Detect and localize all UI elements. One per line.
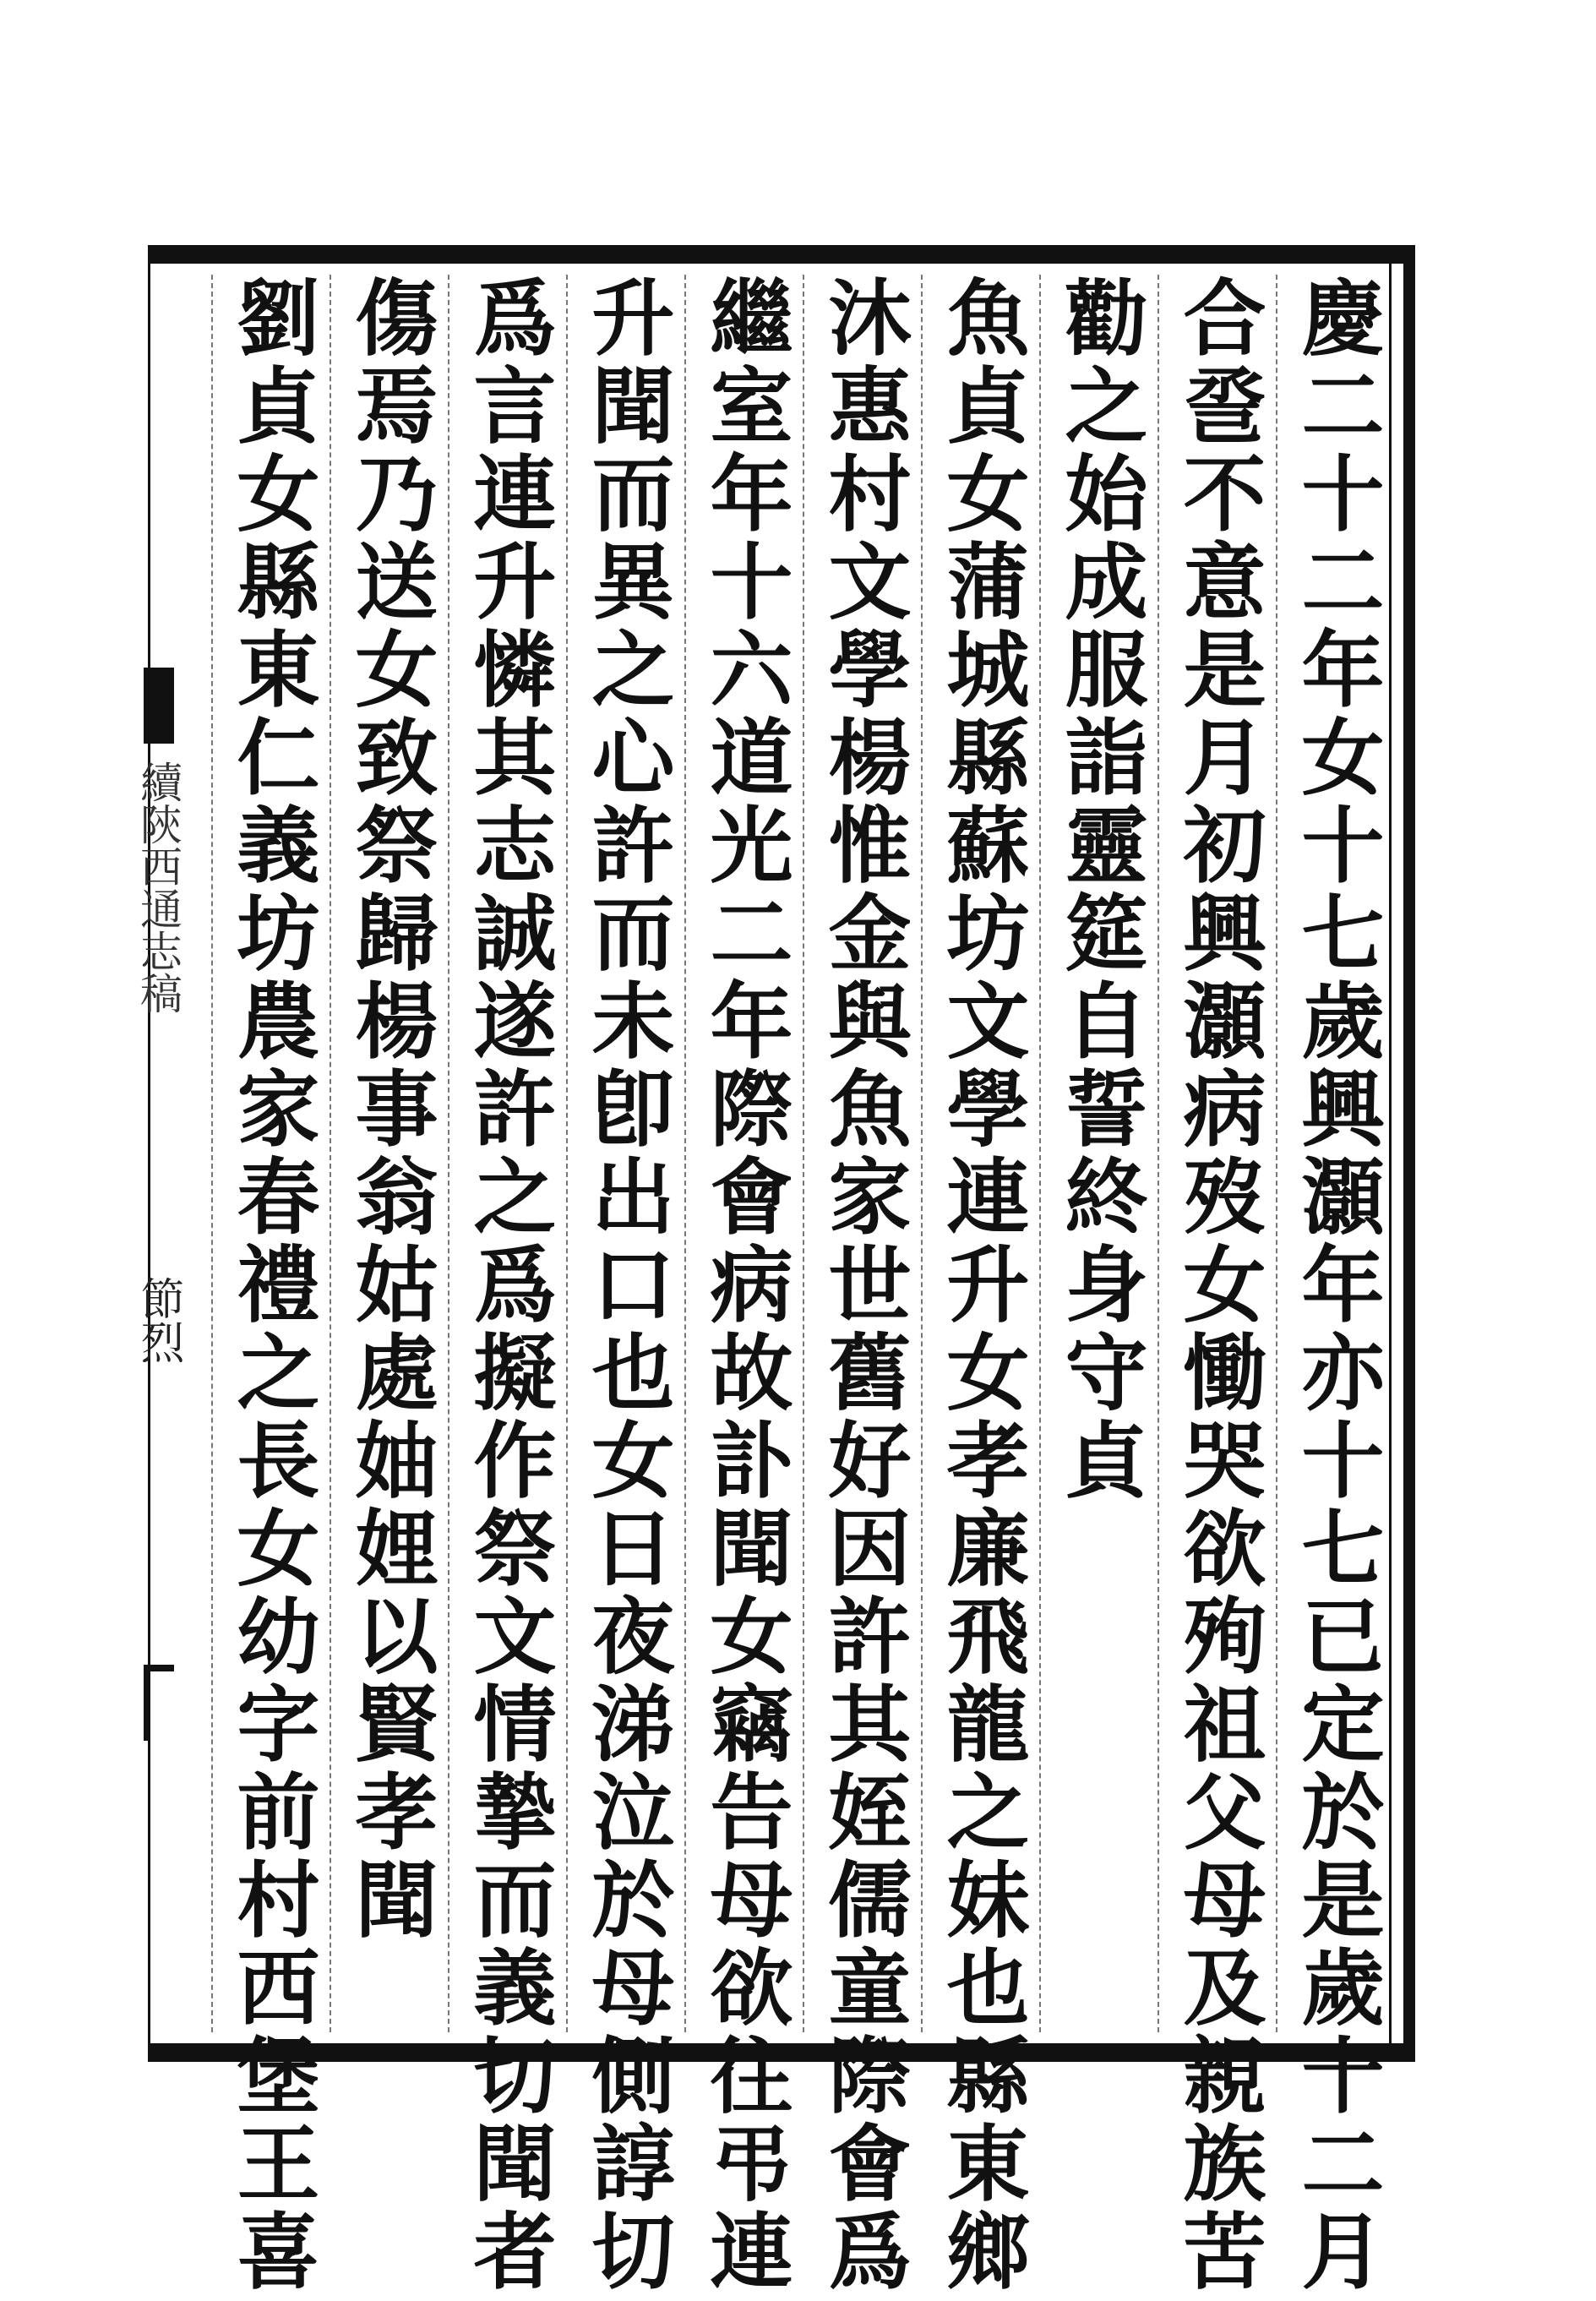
text-column — [330, 275, 448, 2032]
fold-title: 續陝西通志稿 — [133, 761, 182, 1014]
text-column — [211, 275, 330, 2296]
text-column — [921, 275, 1039, 2296]
column-text: 傷焉乃送女致祭歸楊事翁姑處妯娌以賢孝聞 — [341, 275, 438, 1944]
column-text: 繼室年十六道光二年際會病故訃聞女竊告母欲往弔連 — [696, 275, 793, 2296]
fold-mark-bar — [144, 1665, 174, 1671]
fold-strip — [127, 668, 183, 2020]
text-column — [1158, 275, 1276, 2296]
column-text: 升聞而異之心許而未卽出口也女日夜涕泣於母側諄切 — [578, 275, 675, 2296]
text-column — [803, 275, 921, 2296]
text-column — [1276, 275, 1394, 2296]
text-column — [1039, 275, 1158, 2032]
text-column — [566, 275, 684, 2296]
column-text: 勸之始成服詣靈筵自誓終身守貞 — [1051, 275, 1148, 1505]
column-text: 魚貞女蒲城縣蘇坊文學連升女孝廉飛龍之妹也縣東鄉 — [933, 275, 1030, 2296]
text-columns — [177, 275, 1394, 2296]
fold-section-label: 節烈 — [133, 1276, 183, 1364]
fishtail-mark — [144, 668, 174, 744]
column-text: 爲言連升憐其志誠遂許之爲擬作祭文情摯而義切聞者 — [460, 275, 557, 2296]
column-text: 劉貞女縣東仁義坊農家春禮之長女幼字前村西堡王喜 — [223, 275, 320, 2296]
text-column — [448, 275, 566, 2296]
column-text: 慶二十二年女十七歲興灝年亦十七已定於是歲十二月 — [1288, 275, 1385, 2296]
fold-mark — [144, 1665, 150, 1741]
column-text: 合巹不意是月初興灝病歿女慟哭欲殉祖父母及親族苦 — [1169, 275, 1266, 2296]
column-text: 沐惠村文學楊惟金與魚家世舊好因許其姪儒童際會爲 — [814, 275, 912, 2296]
text-column — [684, 275, 803, 2296]
